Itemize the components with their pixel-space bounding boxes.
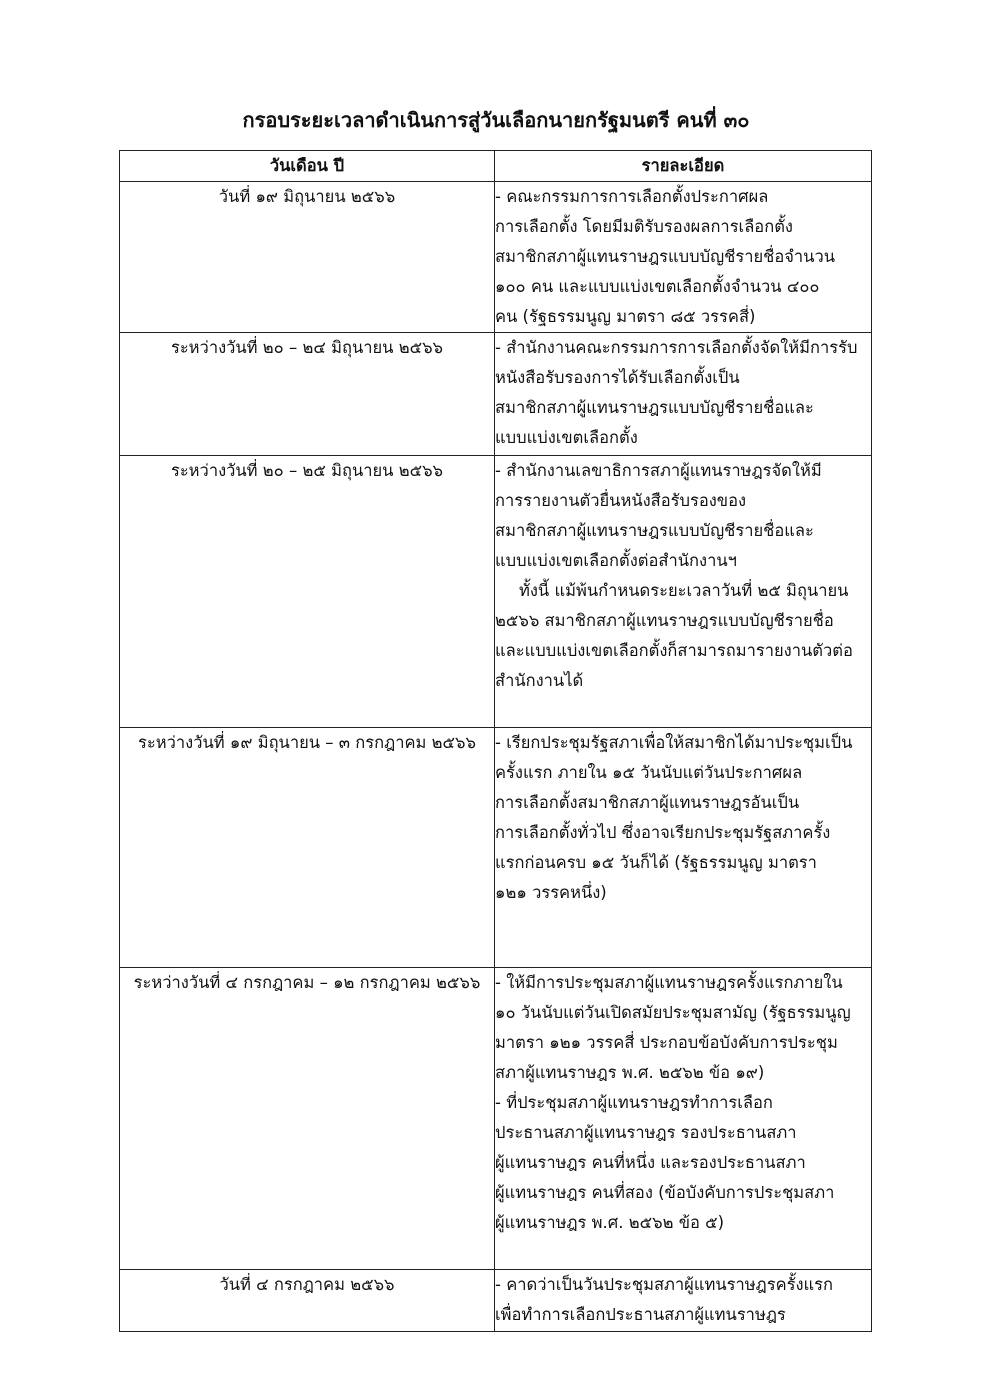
date-cell: วันที่ ๑๙ มิถุนายน ๒๕๖๖ (120, 182, 495, 333)
detail-line: - สำนักงานคณะกรรมการการเลือกตั้งจัดให้มีการรับ (495, 338, 858, 357)
detail-line: การเลือกตั้งสมาชิกสภาผู้แทนราษฎรอันเป็น (495, 793, 800, 812)
detail-cell (495, 1270, 872, 1332)
detail-line: การเลือกตั้ง โดยมีมติรับรองผลการเลือกตั้ง (495, 217, 793, 236)
detail-line: แรกก่อนครบ ๑๕ วันก็ได้ (รัฐธรรมนูญ มาตรา (495, 853, 817, 872)
detail-line: ผู้แทนราษฎร พ.ศ. ๒๕๖๒ ข้อ ๕) (495, 1213, 725, 1232)
header-date: วันเดือน ปี (120, 151, 495, 182)
date-cell: ระหว่างวันที่ ๒๐ – ๒๕ มิถุนายน ๒๕๖๖ (120, 456, 495, 728)
detail-cell (495, 333, 872, 456)
detail-line: ครั้งแรก ภายใน ๑๕ วันนับแต่วันประกาศผล (495, 763, 803, 782)
document-title: กรอบระยะเวลาดำเนินการสู่วันเลือกนายกรัฐมนตรี คนที่ ๓๐ (242, 108, 750, 132)
table-row (120, 728, 872, 968)
detail-line: การเลือกตั้งทั่วไป ซึ่งอาจเรียกประชุมรัฐสภาครั้ง (495, 823, 831, 842)
detail-line: หนังสือรับรองการได้รับเลือกตั้งเป็น (495, 368, 740, 387)
detail-line: ผู้แทนราษฎร คนที่สอง (ข้อบังคับการประชุมสภา (495, 1183, 835, 1202)
detail-line: สมาชิกสภาผู้แทนราษฎรแบบบัญชีรายชื่อจำนวน (495, 247, 835, 266)
date-cell: ระหว่างวันที่ ๔ กรกฎาคม – ๑๒ กรกฎาคม ๒๕๖๖ (120, 968, 495, 1270)
detail-line: และแบบแบ่งเขตเลือกตั้งก็สามารถมารายงานตัวต่อ (495, 641, 853, 660)
detail-line: ผู้แทนราษฎร คนที่หนึ่ง และรองประธานสภา (495, 1153, 806, 1172)
header-detail: รายละเอียด (495, 151, 872, 182)
detail-line: ๑๒๑ วรรคหนึ่ง) (495, 883, 607, 902)
detail-line: การรายงานตัวยื่นหนังสือรับรองของ (495, 491, 747, 510)
detail-line: ทั้งนี้ แม้พ้นกำหนดระยะเวลาวันที่ ๒๕ มิถุนายน (519, 581, 849, 600)
detail-line: แบบแบ่งเขตเลือกตั้งต่อสำนักงานฯ (495, 551, 737, 570)
detail-cell (495, 182, 872, 333)
detail-line: สมาชิกสภาผู้แทนราษฎรแบบบัญชีรายชื่อและ (495, 521, 814, 540)
detail-line: - ให้มีการประชุมสภาผู้แทนราษฎรครั้งแรกภายใน (495, 973, 843, 992)
table-row (120, 333, 872, 456)
detail-line: มาตรา ๑๒๑ วรรคสี่ ประกอบข้อบังคับการประชุม (495, 1033, 838, 1052)
detail-line: ๑๐๐ คน และแบบแบ่งเขตเลือกตั้งจำนวน ๔๐๐ (495, 277, 820, 296)
detail-line: - สำนักงานเลขาธิการสภาผู้แทนราษฎรจัดให้มี (495, 461, 822, 480)
timeline-table (119, 150, 872, 1332)
table-row (120, 1270, 872, 1332)
detail-line: - คาดว่าเป็นวันประชุมสภาผู้แทนราษฎรครั้งแรก (495, 1275, 834, 1294)
detail-line: ประธานสภาผู้แทนราษฎร รองประธานสภา (495, 1123, 797, 1142)
table-row (120, 456, 872, 728)
detail-line: สำนักงานได้ (495, 671, 584, 690)
detail-line: สภาผู้แทนราษฎร พ.ศ. ๒๕๖๒ ข้อ ๑๙) (495, 1063, 765, 1082)
detail-line: - เรียกประชุมรัฐสภาเพื่อให้สมาชิกได้มาประชุมเป็น (495, 733, 853, 752)
table-row (120, 182, 872, 333)
date-cell: ระหว่างวันที่ ๒๐ – ๒๔ มิถุนายน ๒๕๖๖ (120, 333, 495, 456)
table-row (120, 968, 872, 1270)
detail-line: สมาชิกสภาผู้แทนราษฎรแบบบัญชีรายชื่อและ (495, 398, 814, 417)
detail-line: ๒๕๖๖ สมาชิกสภาผู้แทนราษฎรแบบบัญชีรายชื่อ (495, 611, 834, 630)
detail-line: - คณะกรรมการการเลือกตั้งประกาศผล (495, 187, 769, 206)
detail-cell (495, 456, 872, 728)
detail-line: แบบแบ่งเขตเลือกตั้ง (495, 428, 638, 447)
detail-line: คน (รัฐธรรมนูญ มาตรา ๘๕ วรรคสี่) (495, 307, 756, 326)
detail-line: - ที่ประชุมสภาผู้แทนราษฎรทำการเลือก (495, 1093, 773, 1112)
date-cell: ระหว่างวันที่ ๑๙ มิถุนายน – ๓ กรกฎาคม ๒๕๖๖ (120, 728, 495, 968)
table-header-row (120, 151, 872, 182)
date-cell: วันที่ ๔ กรกฎาคม ๒๕๖๖ (120, 1270, 495, 1332)
detail-cell (495, 728, 872, 968)
detail-line: ๑๐ วันนับแต่วันเปิดสมัยประชุมสามัญ (รัฐธรรมนูญ (495, 1003, 851, 1022)
detail-line: เพื่อทำการเลือกประธานสภาผู้แทนราษฎร (495, 1305, 786, 1324)
detail-cell (495, 968, 872, 1270)
